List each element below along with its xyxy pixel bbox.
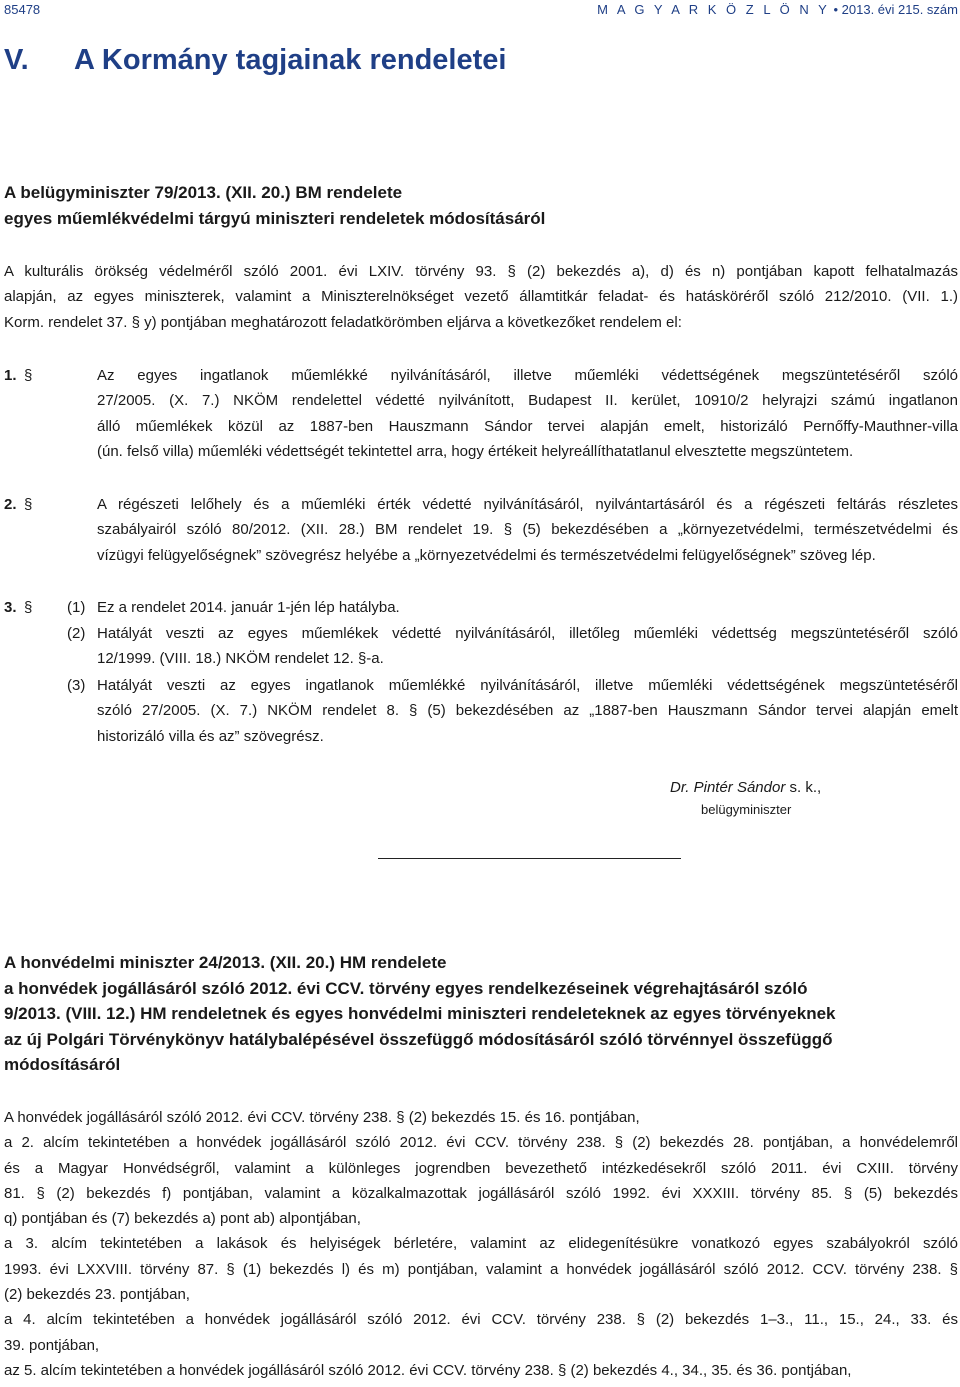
decree2-title [4,950,958,1078]
body-line: (2) bekezdés 23. pontjában, [4,1286,190,1304]
preamble-line: alapján, az egyes miniszterek, valamint a Miniszterelnökséget vezető államtitkár feladat- és hatásköréről szóló 212/2010. (VII. 1.) [4,288,958,306]
section-line: álló műemlékek közül az 1887-ben Hauszmann Sándor tervei alapján emelt, historizáló Pernőffy-Mauthner-villa [97,417,958,435]
section-number: 2. [4,496,17,513]
body-line: 1993. évi LXXVIII. törvény 87. § (1) bekezdés l) és m) pontjában, valamint a honvédek jogállásáról szóló 2012. CCV. törvény 238. § [4,1260,958,1278]
section-divider [378,858,681,859]
subsection-text [97,673,958,749]
section-text [97,363,958,464]
body-line: a 2. alcím tekintetében a honvédek jogállásáról szóló 2012. évi CCV. törvény 238. § (2) bekezdés 28. pontjában, a honvédelemről [4,1134,958,1152]
subsection-line: Hatályát veszti az egyes műemlékek védetté nyilvánításáról, illetőleg műemléki védettség megszüntetéséről szóló [97,625,958,642]
chapter-number: V. [4,44,29,76]
chapter-heading [4,44,506,77]
subsection-line: Hatályát veszti az egyes ingatlanok műemlékké nyilvánításáról, illetve műemléki védettségének megszüntetéséről [97,677,958,694]
subsection-line: 12/1999. (VIII. 18.) NKÖM rendelet 12. §-a. [97,650,384,668]
decree2-title-line: A honvédelmi miniszter 24/2013. (XII. 20.) HM rendelete [4,953,447,972]
decree2-title-line: a honvédek jogállásáról szóló 2012. évi CCV. törvény egyes rendelkezéseinek végrehajtásáról szóló [4,978,808,998]
signatory-title: belügyminiszter [701,802,792,817]
section-sign: § [24,599,33,616]
body-line: a 3. alcím tekintetében a lakások és helyiségek bérletére, valamint az elidegenítésükre vonatkozó egyes szabályokról szóló [4,1235,958,1253]
decree1-title-line: A belügyminiszter 79/2013. (XII. 20.) BM rendelete [4,183,403,202]
preamble-line: Korm. rendelet 37. § y) pontjában meghatározott feladatkörömben eljárva a következőket rendelem el: [4,313,682,331]
subsection-line: szóló 27/2005. (X. 7.) NKÖM rendelet 8. § (5) bekezdésében az „1887-ben Hauszmann Sándor tervei alapján emelt [97,702,958,720]
subsection-text [97,595,958,620]
body-line: és a Magyar Honvédségről, valamint a különleges jogrendben bevezethető intézkedésekről szóló 2011. évi CXIII. törvény [4,1159,958,1177]
subsection-number: (2) [67,625,86,642]
page-header [4,2,958,20]
body-line: a 4. alcím tekintetében a honvédek jogállásáról szóló 2012. évi CCV. törvény 238. § (2) bekezdés 1–3., 11., 15., 24., 33. és [4,1311,958,1329]
section-number: 1. [4,367,17,384]
decree2-body [4,1105,958,1383]
section-line: 27/2005. (X. 7.) NKÖM rendelettel védetté nyilvánított, Budapest II. kerület, 10910/2 helyrajzi számú ingatlanon [97,392,958,410]
body-line: 81. § (2) bekezdés f) pontjában, valamint a közalkalmazottak jogállásáról szóló 1992. évi XXXIII. törvény 85. § (5) bekezdés [4,1184,958,1202]
body-line: 39. pontjában, [4,1336,100,1354]
subsection-number: (1) [67,599,86,616]
subsection-line: historizáló villa és az” szövegrész. [97,727,324,745]
section-line: szabályairól szóló 80/2012. (XII. 28.) BM rendelet 19. § (5) bekezdésében a „környezetvédelmi, természetvédelmi és [97,521,958,539]
subsection-text [97,621,958,672]
section-line: (ún. felső villa) műemléki védettségét tekintettel arra, hogy értékeit helyreállíthatatlanul elvesztette megszüntetem. [97,442,854,460]
page-number: 85478 [4,2,41,17]
chapter-title: A Kormány tagjainak rendeletei [74,44,507,76]
preamble-line: A kulturális örökség védelméről szóló 2001. évi LXIV. törvény 93. § (2) bekezdés a), d) és n) pontjában kapott felhatalmazás [4,263,958,280]
decree1-title [4,180,958,231]
subsection-number: (3) [67,677,86,694]
section-sign: § [24,496,33,513]
signature [670,778,821,798]
decree2-title-line: 9/2013. (VIII. 12.) HM rendeletnek és egyes honvédelmi miniszteri rendeleteknek az egyes törvényeknek [4,1004,836,1023]
section-line: A régészeti lelőhely és a műemléki érték védetté nyilvánításáról, nyilvántartásáról és a régészeti feltárás részletes [97,496,958,513]
section-number: 3. [4,599,17,616]
section-line: vízügyi felügyelőségnek” szövegrész helyébe a „környezetvédelmi és természetvédelmi felügyelőségnek” szöveg lép. [97,546,876,564]
subsection-line: Ez a rendelet 2014. január 1-jén lép hatályba. [97,599,400,616]
section-line: Az egyes ingatlanok műemlékké nyilvánításáról, illetve műemléki védettségének megszüntetéséről szóló [97,367,958,384]
body-line: q) pontjában és (7) bekezdés a) pont ab) alpontjában, [4,1210,361,1228]
signatory-name: Dr. Pintér Sándor [670,779,786,796]
section-sign: § [24,367,33,384]
decree2-title-line: az új Polgári Törvénykönyv hatálybalépésével összefüggő módosításáról szóló törvénnyel összefüggő [4,1029,833,1049]
body-line: A honvédek jogállásáról szóló 2012. évi CCV. törvény 238. § (2) bekezdés 15. és 16. pontjában, [4,1109,640,1126]
journal-issue: • 2013. évi 215. szám [833,2,958,17]
decree1-title-line: egyes műemlékvédelmi tárgyú miniszteri rendeletek módosításáról [4,208,546,228]
journal-title: M A G Y A R K Ö Z L Ö N Y [597,2,830,17]
decree2-title-line: módosításáról [4,1055,121,1074]
decree1-preamble [4,259,958,335]
body-line: az 5. alcím tekintetében a honvédek jogállásáról szóló 2012. évi CCV. törvény 238. § (2) bekezdés 4., 34., 35. és 36. pontjában, [4,1361,852,1379]
signature-suffix: s. k., [785,779,822,796]
section-text [97,492,958,568]
journal-name [597,2,958,17]
